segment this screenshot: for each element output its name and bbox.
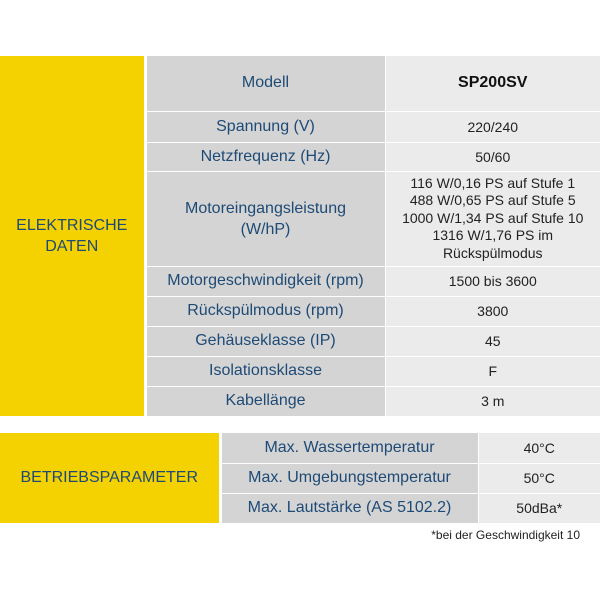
row-value: 50°C	[478, 463, 600, 493]
category-operating: BETRIEBSPARAMETER	[0, 433, 220, 523]
row-value: 50dBa*	[478, 493, 600, 523]
row-label: Spannung (V)	[145, 111, 385, 142]
row-label: Isolationsklasse	[145, 356, 385, 386]
row-value: 3 m	[385, 386, 600, 416]
row-label: Gehäuseklasse (IP)	[145, 326, 385, 356]
row-value: 1500 bis 3600	[385, 266, 600, 296]
row-value: 40°C	[478, 433, 600, 463]
row-label: Max. Wassertemperatur	[220, 433, 478, 463]
header-value: SP200SV	[385, 56, 600, 111]
row-value: 50/60	[385, 142, 600, 171]
row-label: Motorgeschwindigkeit (rpm)	[145, 266, 385, 296]
operating-parameters-table	[0, 433, 600, 524]
table-row	[0, 433, 600, 463]
electrical-data-table	[0, 56, 600, 417]
footnote: *bei der Geschwindigkeit 10	[431, 528, 580, 542]
header-label: Modell	[145, 56, 385, 111]
row-value: 3800	[385, 296, 600, 326]
row-label: Max. Umgebungstemperatur	[220, 463, 478, 493]
row-value: 220/240	[385, 111, 600, 142]
category-electrical: ELEKTRISCHE DATEN	[0, 56, 145, 416]
row-value: 45	[385, 326, 600, 356]
table-row	[0, 56, 600, 111]
row-label: Kabellänge	[145, 386, 385, 416]
row-label: Motoreingangsleistung (W/hP)	[145, 171, 385, 266]
row-label: Max. Lautstärke (AS 5102.2)	[220, 493, 478, 523]
row-value: 116 W/0,16 PS auf Stufe 1 488 W/0,65 PS auf Stufe 5 1000 W/1,34 PS auf Stufe 10 1316 W/1,76 PS im Rückspülmodus	[385, 171, 600, 266]
row-label: Netzfrequenz (Hz)	[145, 142, 385, 171]
row-value: F	[385, 356, 600, 386]
row-label: Rückspülmodus (rpm)	[145, 296, 385, 326]
